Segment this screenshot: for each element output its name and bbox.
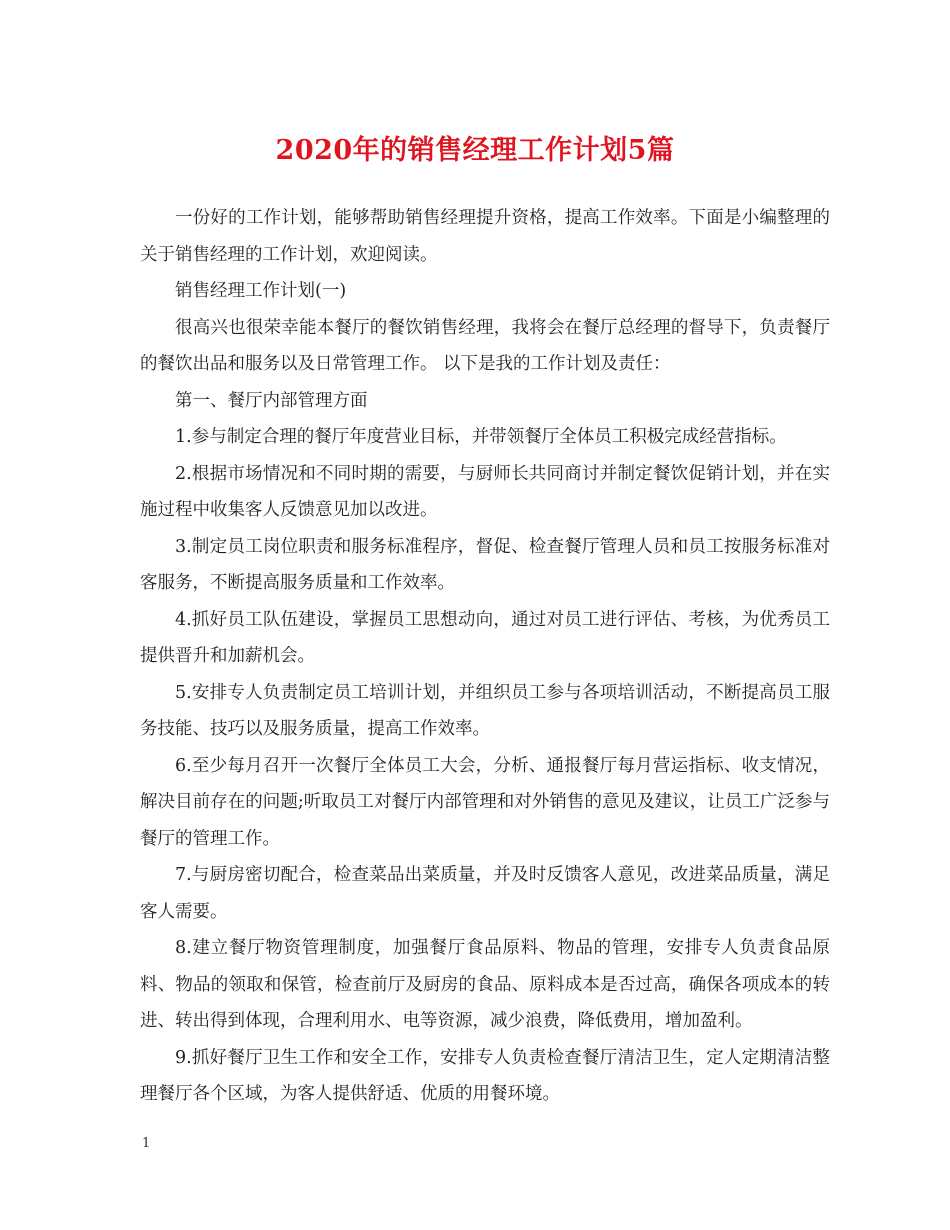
document-body bbox=[140, 200, 830, 1113]
paragraph-opening: 很高兴也很荣幸能本餐厅的餐饮销售经理，我将会在餐厅总经理的督导下，负责餐厅的餐饮出品和服务以及日常管理工作。 以下是我的工作计划及责任： bbox=[140, 317, 830, 374]
page-number: 1 bbox=[142, 1136, 151, 1151]
list-item-4: 4.抓好员工队伍建设，掌握员工思想动向，通过对员工进行评估、考核，为优秀员工提供晋升和加薪机会。 bbox=[140, 609, 830, 666]
list-item-5: 5.安排专人负责制定员工培训计划，并组织员工参与各项培训活动，不断提高员工服务技能、技巧以及服务质量，提高工作效率。 bbox=[140, 682, 830, 739]
list-item-8: 8.建立餐厅物资管理制度，加强餐厅食品原料、物品的管理，安排专人负责食品原料、物品的领取和保管，检查前厅及厨房的食品、原料成本是否过高，确保各项成本的转进、转出得到体现，合理利用水、电等资源，减少浪费，降低费用，增加盈利。 bbox=[140, 938, 830, 1031]
document-title: 2020年的销售经理工作计划5篇 bbox=[275, 135, 675, 166]
list-item-1: 1.参与制定合理的餐厅年度营业目标，并带领餐厅全体员工积极完成经营指标。 bbox=[175, 427, 787, 447]
list-item-6: 6.至少每月召开一次餐厅全体员工大会，分析、通报餐厅每月营运指标、收支情况，解决目前存在的问题;听取员工对餐厅内部管理和对外销售的意见及建议，让员工广泛参与餐厅的管理工作。 bbox=[140, 755, 830, 849]
list-item-7: 7.与厨房密切配合，检查菜品出菜质量，并及时反馈客人意见，改进菜品质量，满足客人需要。 bbox=[140, 865, 830, 922]
list-item-2: 2.根据市场情况和不同时期的需要，与厨师长共同商讨并制定餐饮促销计划，并在实施过程中收集客人反馈意见加以改进。 bbox=[140, 463, 830, 520]
section-heading-plan-1: 销售经理工作计划(一) bbox=[175, 281, 347, 301]
list-item-3: 3.制定员工岗位职责和服务标准程序，督促、检查餐厅管理人员和员工按服务标准对客服务，不断提高服务质量和工作效率。 bbox=[140, 536, 830, 593]
list-item-9: 9.抓好餐厅卫生工作和安全工作，安排专人负责检查餐厅清洁卫生，定人定期清洁整理餐厅各个区域，为客人提供舒适、优质的用餐环境。 bbox=[140, 1047, 830, 1104]
paragraph-intro: 一份好的工作计划，能够帮助销售经理提升资格，提高工作效率。下面是小编整理的关于销售经理的工作计划，欢迎阅读。 bbox=[140, 208, 830, 265]
section-heading-internal-management: 第一、餐厅内部管理方面 bbox=[175, 390, 368, 411]
